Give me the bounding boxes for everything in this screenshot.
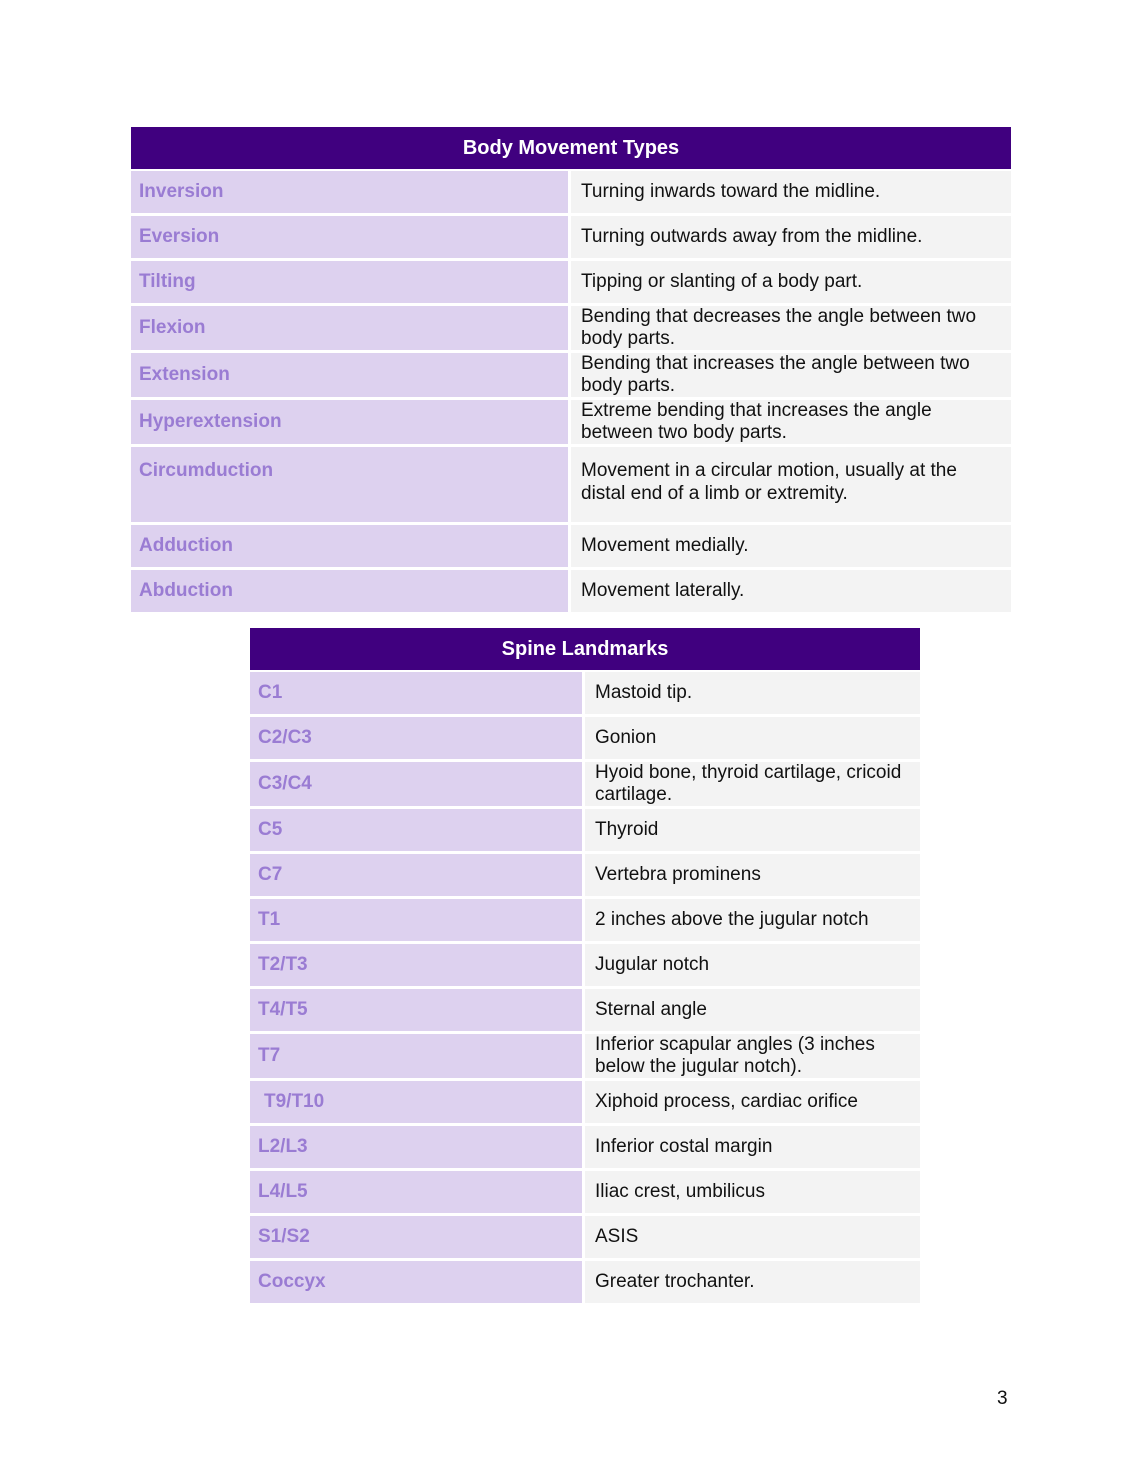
spine-landmark: Vertebra prominens: [585, 854, 920, 899]
spine-landmarks-table-title: Spine Landmarks: [250, 628, 920, 672]
table-row: [250, 1261, 920, 1306]
body-movement-types-table: [131, 127, 1011, 615]
spine-landmark: Iliac crest, umbilicus: [585, 1171, 920, 1216]
spine-landmark: Inferior costal margin: [585, 1126, 920, 1171]
table-row: [131, 353, 1011, 400]
spine-level: T9/T10: [250, 1081, 585, 1126]
movement-definition: Turning outwards away from the midline.: [571, 216, 1011, 261]
spine-level: T1: [250, 899, 585, 944]
table-row: [131, 171, 1011, 216]
table-row: [131, 447, 1011, 525]
movement-definition: Bending that decreases the angle between two body parts.: [571, 306, 1011, 353]
body-movement-table-title: Body Movement Types: [131, 127, 1011, 171]
table-row: [131, 306, 1011, 353]
spine-level: L4/L5: [250, 1171, 585, 1216]
movement-term: Hyperextension: [131, 400, 571, 447]
spine-level: L2/L3: [250, 1126, 585, 1171]
spine-level: T2/T3: [250, 944, 585, 989]
table-row: [250, 854, 920, 899]
table-row: [131, 525, 1011, 570]
movement-term: Circumduction: [131, 447, 571, 525]
table-row: [250, 1081, 920, 1126]
movement-definition: Movement in a circular motion, usually at the distal end of a limb or extremity.: [571, 447, 1011, 525]
table-row: [250, 762, 920, 809]
movement-definition: Movement laterally.: [571, 570, 1011, 615]
table-row: [250, 717, 920, 762]
table-row: [250, 989, 920, 1034]
spine-landmark: Gonion: [585, 717, 920, 762]
spine-landmark: Greater trochanter.: [585, 1261, 920, 1306]
spine-landmark: Thyroid: [585, 809, 920, 854]
spine-level: C5: [250, 809, 585, 854]
movement-term: Tilting: [131, 261, 571, 306]
table-row: [250, 1126, 920, 1171]
spine-landmark: Sternal angle: [585, 989, 920, 1034]
table-row: [250, 899, 920, 944]
movement-definition: Extreme bending that increases the angle between two body parts.: [571, 400, 1011, 447]
table-row: [250, 1216, 920, 1261]
movement-definition: Bending that increases the angle between two body parts.: [571, 353, 1011, 400]
spine-level: C1: [250, 672, 585, 717]
table-row: [250, 809, 920, 854]
spine-level: T4/T5: [250, 989, 585, 1034]
table-row: [250, 672, 920, 717]
movement-term: Extension: [131, 353, 571, 400]
table-row: [131, 216, 1011, 261]
spine-level: S1/S2: [250, 1216, 585, 1261]
table-row: [250, 944, 920, 989]
table-row: [131, 570, 1011, 615]
table-row: [250, 1171, 920, 1216]
spine-level: Coccyx: [250, 1261, 585, 1306]
spine-landmark: ASIS: [585, 1216, 920, 1261]
spine-landmark: 2 inches above the jugular notch: [585, 899, 920, 944]
spine-level: C7: [250, 854, 585, 899]
table-row: [250, 1034, 920, 1081]
movement-term: Inversion: [131, 171, 571, 216]
movement-term: Flexion: [131, 306, 571, 353]
table-row: [131, 400, 1011, 447]
movement-definition: Tipping or slanting of a body part.: [571, 261, 1011, 306]
spine-landmark: Xiphoid process, cardiac orifice: [585, 1081, 920, 1126]
spine-landmark: Hyoid bone, thyroid cartilage, cricoid cartilage.: [585, 762, 920, 809]
spine-landmark: Mastoid tip.: [585, 672, 920, 717]
spine-landmarks-table: [250, 628, 920, 1306]
movement-term: Abduction: [131, 570, 571, 615]
movement-term: Eversion: [131, 216, 571, 261]
spine-landmark: Inferior scapular angles (3 inches below the jugular notch).: [585, 1034, 920, 1081]
movement-term: Adduction: [131, 525, 571, 570]
spine-level: T7: [250, 1034, 585, 1081]
table-row: [131, 261, 1011, 306]
spine-landmark: Jugular notch: [585, 944, 920, 989]
page-number: 3: [997, 1388, 1008, 1409]
spine-level: C3/C4: [250, 762, 585, 809]
movement-definition: Turning inwards toward the midline.: [571, 171, 1011, 216]
movement-definition: Movement medially.: [571, 525, 1011, 570]
spine-level: C2/C3: [250, 717, 585, 762]
